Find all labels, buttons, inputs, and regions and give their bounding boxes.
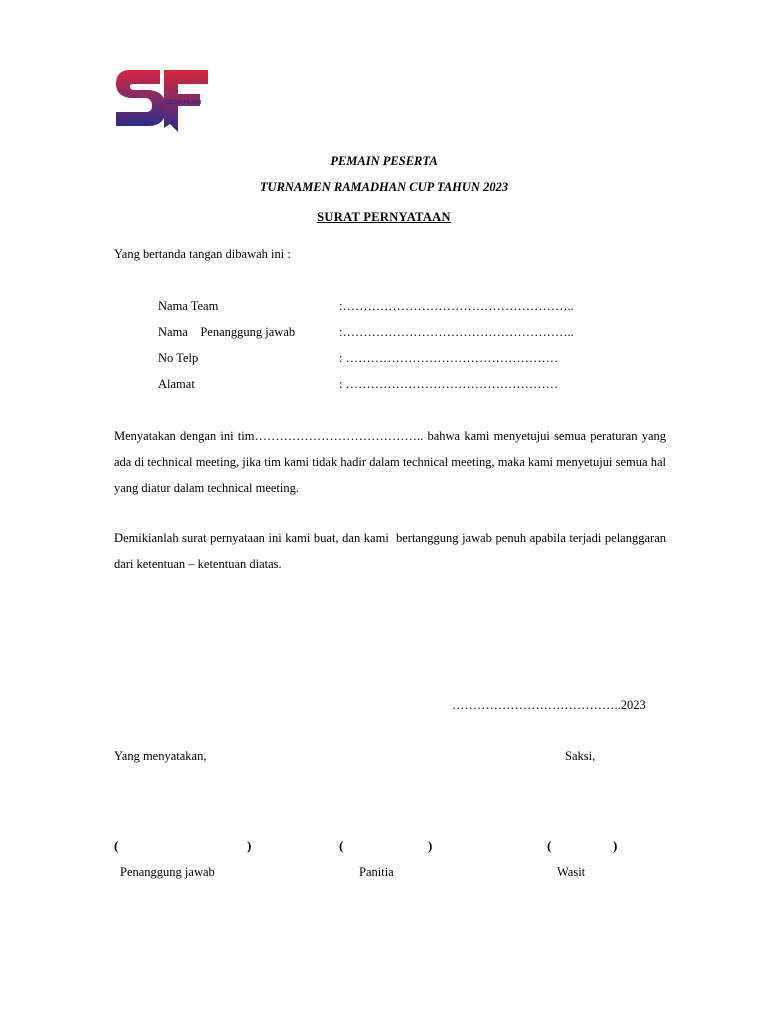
sign-paren-close-1: ) [247,838,252,853]
sign-paren-close-2: ) [428,838,433,853]
closing-paragraph: Demikianlah surat pernyataan ini kami buat, dan kami bertanggung jawab penuh apabila terjadi pelanggaran dari ketentuan – ketentuan diatas. [114,531,670,571]
field-value-alamat: : …………………………………………… [339,377,559,391]
field-label-penanggung-jawab: Nama Penanggung jawab [158,325,296,339]
witness-heading: Saksi, [565,749,596,763]
field-value-no-telp: : …………………………………………… [339,351,559,365]
intro-text: Yang bertanda tangan dibawah ini : [114,247,291,261]
field-label-no-telp: No Telp [158,351,199,365]
statement-paragraph: Menyatakan dengan ini tim………………………………….. bahwa kami menyetujui semua peraturan yang ada di technical meeting, jika tim kami tidak hadir dalam technical meeting, maka kami menyetujui semua hal yang diatur dalam technical meeting. [114,429,666,495]
logo-brand-text: SEGO FAJAR [166,100,202,106]
sign-paren-close-3: ) [613,838,618,853]
date-line: …………………………………..2023 [452,698,646,712]
sign-paren-open-3: ( [547,838,552,853]
document-title: SURAT PERNYATAAN [317,210,451,224]
signer-heading: Yang menyatakan, [114,749,207,763]
field-label-alamat: Alamat [158,377,195,391]
sign-paren-open-1: ( [114,838,119,853]
sign-paren-open-2: ( [339,838,344,853]
heading-line-2: TURNAMEN RAMADHAN CUP TAHUN 2023 [259,180,509,194]
heading-line-1: PEMAIN PESERTA [330,154,438,168]
field-value-penanggung-jawab: :……………………………………………….. [339,325,574,339]
role-wasit: Wasit [557,865,586,879]
field-label-nama-team: Nama Team [158,299,219,313]
sego-fajar-logo [112,66,212,134]
role-panitia: Panitia [359,865,394,879]
role-penanggung-jawab: Penanggung jawab [120,865,215,879]
field-value-nama-team: :……………………………………………….. [339,299,574,313]
